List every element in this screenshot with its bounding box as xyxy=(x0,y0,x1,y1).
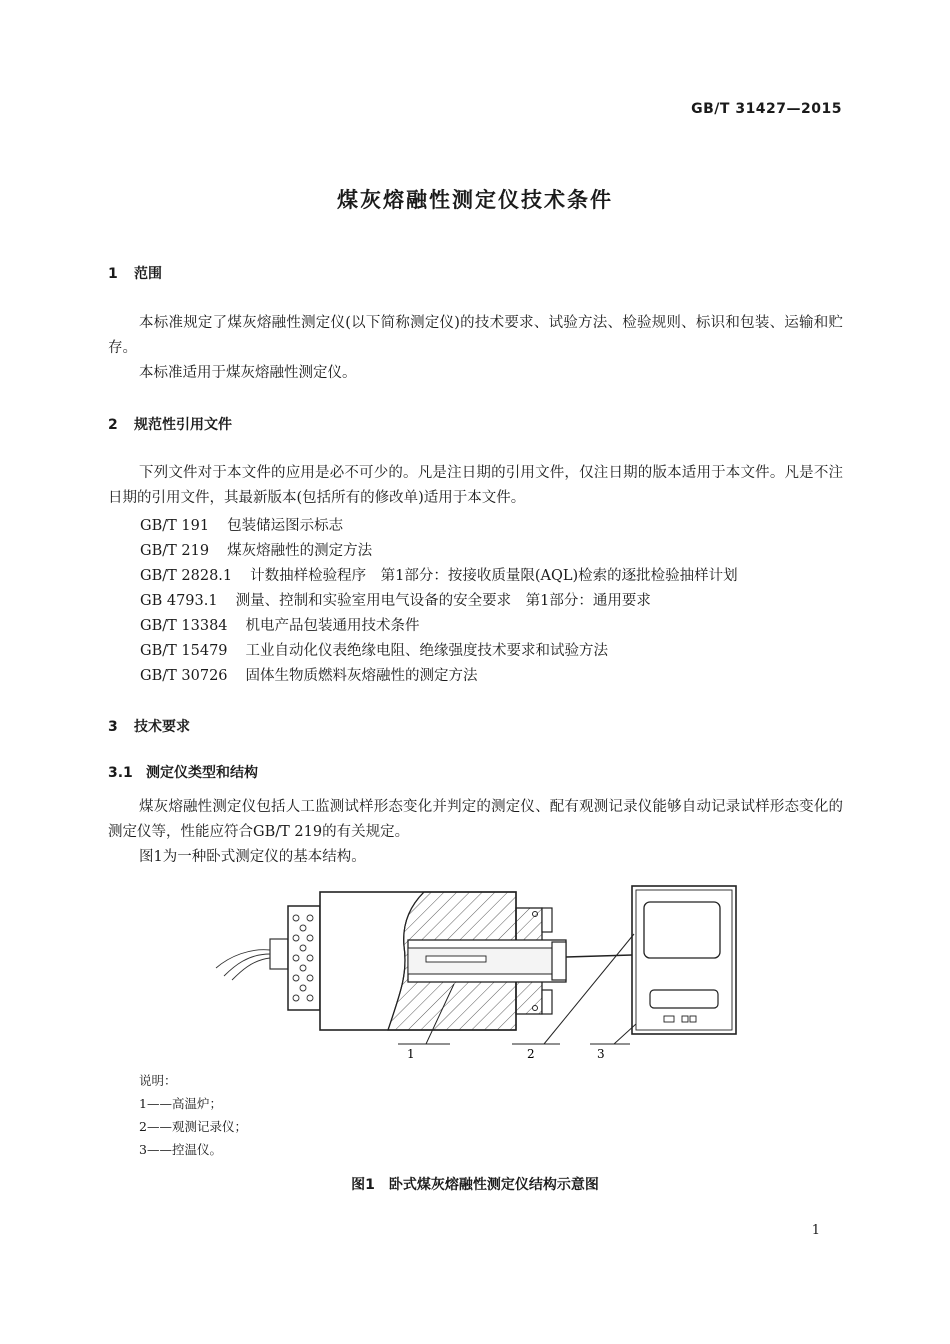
section-number: 2 xyxy=(108,417,118,433)
reference-code: GB/T 15479 xyxy=(140,643,228,659)
section-number: 3 xyxy=(108,719,118,735)
temperature-display xyxy=(650,990,718,1008)
legend-item: 2——观测记录仪； xyxy=(139,1119,247,1134)
section-number: 1 xyxy=(108,266,118,282)
reference-item xyxy=(140,564,738,585)
connector-plug xyxy=(270,939,288,969)
furnace-structure-diagram xyxy=(210,884,740,1064)
reference-title: 固体生物质燃料灰熔融性的测定方法 xyxy=(245,668,478,684)
standard-number: GB/T 31427—2015 xyxy=(691,101,842,117)
legend-item: 1——高温炉； xyxy=(139,1096,222,1111)
reference-item xyxy=(140,589,651,610)
paragraph: 本标准规定了煤灰熔融性测定仪(以下简称测定仪)的技术要求、试验方法、检验规则、标识和包装、运输和贮存。 xyxy=(108,315,843,356)
reference-code: GB/T 30726 xyxy=(140,668,228,684)
section-heading-1 xyxy=(108,263,162,283)
section-number: 3.1 xyxy=(108,765,133,781)
paragraph: 下列文件对于本文件的应用是必不可少的。凡是注日期的引用文件，仅注日期的版本适用于本文件。凡是不注日期的引用文件，其最新版本(包括所有的修改单)适用于本文件。 xyxy=(108,465,843,506)
paragraph: 图1为一种卧式测定仪的基本结构。 xyxy=(139,849,366,865)
legend-item: 3——控温仪。 xyxy=(139,1142,222,1157)
section-heading-2 xyxy=(108,414,232,434)
signal-cable xyxy=(566,955,632,957)
reference-item xyxy=(140,664,478,685)
page-number: 1 xyxy=(811,1223,820,1238)
figure-caption: 图1 卧式煤灰熔融性测定仪结构示意图 xyxy=(351,1177,599,1193)
callout-2: 2 xyxy=(527,1047,535,1061)
reference-item xyxy=(140,614,420,635)
reference-title: 机电产品包装通用技术条件 xyxy=(245,618,420,634)
section-title: 范围 xyxy=(134,266,162,282)
reference-item xyxy=(140,639,608,660)
paragraph: 本标准适用于煤灰熔融性测定仪。 xyxy=(139,365,357,381)
section-title: 规范性引用文件 xyxy=(134,417,232,433)
thermocouple-wires xyxy=(216,950,270,980)
reference-title: 煤灰熔融性的测定方法 xyxy=(227,543,373,559)
controller-cabinet xyxy=(632,886,736,1034)
callout-3: 3 xyxy=(597,1047,605,1061)
section-heading-3-1 xyxy=(108,762,258,782)
reference-item xyxy=(140,539,372,560)
reference-title: 计数抽样检验程序 第1部分：按接收质量限(AQL)检索的逐批检验抽样计划 xyxy=(250,568,738,584)
reference-code: GB/T 219 xyxy=(140,543,210,559)
legend-title: 说明： xyxy=(139,1073,177,1088)
reference-title: 工业自动化仪表绝缘电阻、绝缘强度技术要求和试验方法 xyxy=(245,643,609,659)
callout-1: 1 xyxy=(407,1047,415,1061)
reference-item xyxy=(140,514,343,535)
figure-legend xyxy=(139,1069,247,1161)
section-title: 测定仪类型和结构 xyxy=(146,765,258,781)
reference-code: GB 4793.1 xyxy=(140,593,218,609)
reference-code: GB/T 191 xyxy=(140,518,210,534)
section-heading-3 xyxy=(108,716,190,736)
recorder-screen xyxy=(644,902,720,958)
section-title: 技术要求 xyxy=(134,719,190,735)
paragraph: 煤灰熔融性测定仪包括人工监测试样形态变化并判定的测定仪、配有观测记录仪能够自动记录试样形态变化的测定仪等，性能应符合GB/T 219的有关规定。 xyxy=(108,799,843,840)
reference-title: 包装储运图示标志 xyxy=(227,518,344,534)
reference-code: GB/T 13384 xyxy=(140,618,228,634)
reference-code: GB/T 2828.1 xyxy=(140,568,233,584)
document-title: 煤灰熔融性测定仪技术条件 xyxy=(337,188,613,212)
reference-title: 测量、控制和实验室用电气设备的安全要求 第1部分：通用要求 xyxy=(235,593,651,609)
